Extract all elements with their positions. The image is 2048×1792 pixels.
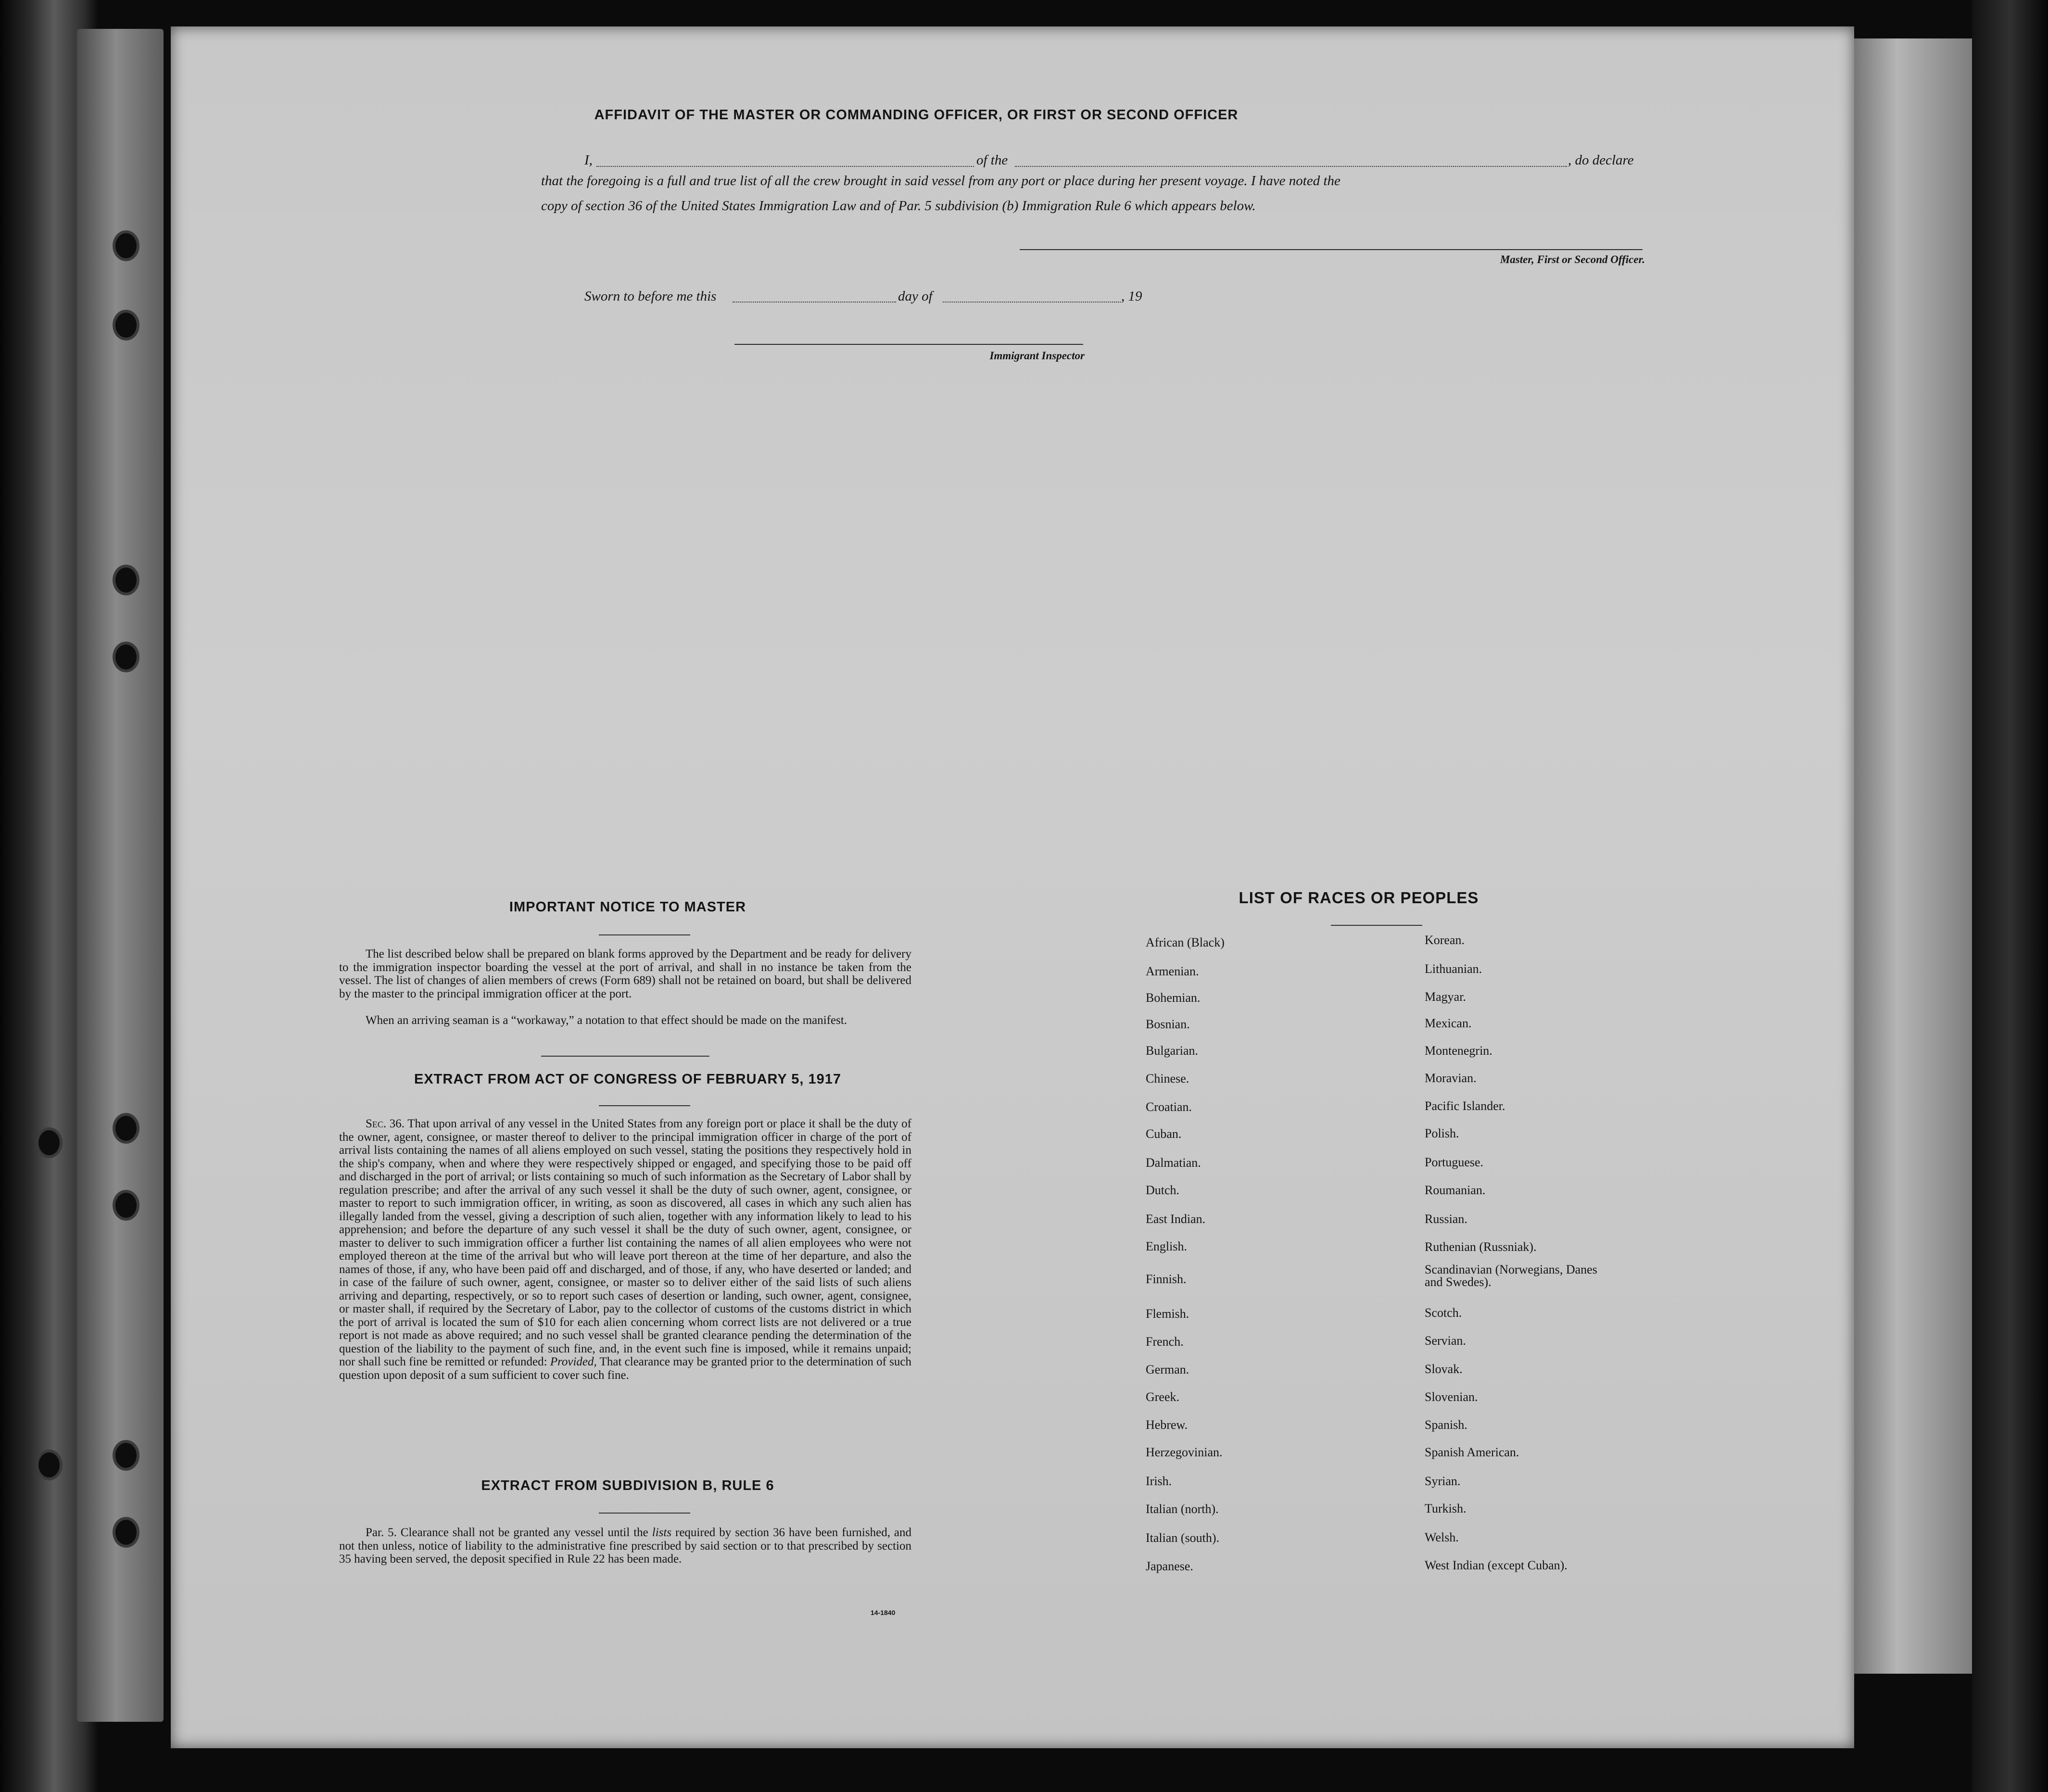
race-item: Syrian. bbox=[1425, 1474, 1461, 1488]
race-item: Italian (north). bbox=[1146, 1502, 1219, 1516]
notice-title: IMPORTANT NOTICE TO MASTER bbox=[509, 899, 746, 915]
name-blank[interactable] bbox=[596, 166, 974, 167]
rule-text bbox=[339, 1526, 911, 1566]
race-item: East Indian. bbox=[1146, 1212, 1206, 1226]
rule-lists-word: lists bbox=[652, 1526, 672, 1539]
race-item: Dutch. bbox=[1146, 1183, 1180, 1197]
race-item: Ruthenian (Russniak). bbox=[1425, 1240, 1537, 1254]
inspector-signature-line[interactable] bbox=[734, 344, 1083, 345]
binding-hole bbox=[115, 1193, 137, 1218]
inspector-label: Immigrant Inspector bbox=[989, 350, 1085, 362]
notice-divider bbox=[541, 1056, 709, 1057]
race-item: Scandinavian (Norwegians, Danes and Swedes). bbox=[1425, 1262, 1597, 1289]
race-item: French. bbox=[1146, 1335, 1184, 1349]
binding-hole bbox=[115, 644, 137, 669]
race-item: English. bbox=[1146, 1239, 1187, 1253]
affidavit-line-2: that the foregoing is a full and true list of all the crew brought in said vessel from any port or place during her present voyage. I have noted the bbox=[541, 173, 1340, 189]
affidavit-line-3: copy of section 36 of the United States Immigration Law and of Par. 5 subdivision (b) Immigration Rule 6 which appears below. bbox=[541, 198, 1256, 214]
binding-hole bbox=[115, 1443, 137, 1468]
race-item: Greek. bbox=[1146, 1390, 1180, 1404]
race-item: Moravian. bbox=[1425, 1071, 1477, 1085]
binding-hole bbox=[38, 1130, 60, 1155]
affidavit-i-label: I, bbox=[584, 152, 593, 168]
race-item: Roumanian. bbox=[1425, 1183, 1486, 1197]
act-text: That upon arrival of any vessel in the United States from any foreign port or place it shall be the duty of the owner, agent, consignee, or master thereof to deliver to the principal immigration officer in charge of the port of arrival lists containing the names of all aliens employed on such vessel, stating the positions they respectively hold in the ship's company, when and where they were respectively shipped or engaged, and specifying those to be paid off and discharged in the port of arrival; or lists containing so much of such information as the Secretary of Labor shall by regulation prescribe; and after the arrival of any such vessel it shall be the duty of such owner, agent, consignee, or master to report to such immigration officer, in writing, as soon as discovered, all cases in which any such alien has illegally landed from the vessel, giving a description of such alien, together with any information likely to lead to his apprehension; and before the departure of any such vessel it shall be the duty of such owner, agent, consignee, or master to deliver to such immigration officer a further list containing the names of all alien employees who were not employed thereon at the time of the arrival but who will leave port thereon at the time of her departure, and also the names of those, if any, who have been paid off and discharged, and of those, if any, who have deserted or landed; and in case of the failure of such owner, agent, consignee, or master so to deliver either of the said lists of such aliens arriving and departing, respectively, or so to report such cases of desertion or landing, such owner, agent, consignee, or master shall, if required by the Secretary of Labor, pay to the collector of customs of the customs district in which the port of arrival is located the sum of $10 for each alien concerning whom correct lists are not delivered or a true report is not made as above required; and no such vessel shall be granted clearance pending the determination of the question of the liability to the payment of such fine, and, in the event such fine is imposed, while it remains unpaid; nor shall such fine be remitted or refunded: bbox=[339, 1117, 911, 1368]
race-item: Welsh. bbox=[1425, 1530, 1459, 1544]
race-item: Slovak. bbox=[1425, 1362, 1463, 1376]
sworn-day-of-label: day of bbox=[898, 289, 933, 304]
race-item: Cuban. bbox=[1146, 1127, 1182, 1141]
notice-rule bbox=[599, 934, 690, 935]
race-item: Montenegrin. bbox=[1425, 1044, 1492, 1058]
right-binding-tab bbox=[1847, 38, 1972, 1674]
rule-title: EXTRACT FROM SUBDIVISION B, RULE 6 bbox=[481, 1478, 774, 1493]
race-item: Mexican. bbox=[1425, 1016, 1472, 1030]
act-rule bbox=[599, 1105, 690, 1106]
races-title: LIST OF RACES OR PEOPLES bbox=[1239, 889, 1479, 907]
sworn-year-label: , 19 bbox=[1121, 289, 1142, 304]
binding-hole bbox=[115, 1520, 137, 1545]
race-item: West Indian (except Cuban). bbox=[1425, 1558, 1568, 1572]
race-item: Servian. bbox=[1425, 1334, 1466, 1348]
race-item: Spanish. bbox=[1425, 1418, 1467, 1432]
act-text-end: That clearance may be granted prior to the determination of such question upon deposit of a sum sufficient to cover such fine. bbox=[339, 1355, 911, 1382]
race-item: German. bbox=[1146, 1363, 1189, 1376]
race-item: Bulgarian. bbox=[1146, 1044, 1199, 1058]
races-rule bbox=[1331, 925, 1422, 926]
notice-paragraph-2: When an arriving seaman is a “workaway,” a notation to that effect should be made on the manifest. bbox=[366, 1014, 847, 1027]
affidavit-of-the-label: of the bbox=[976, 152, 1008, 168]
binding-hole bbox=[115, 233, 137, 258]
race-item: Turkish. bbox=[1425, 1502, 1466, 1515]
race-item: Finnish. bbox=[1146, 1272, 1187, 1286]
act-section-36-text bbox=[339, 1117, 911, 1382]
sworn-month-blank[interactable] bbox=[943, 302, 1121, 303]
rule-rule bbox=[599, 1513, 690, 1514]
sworn-label: Sworn to before me this bbox=[584, 289, 717, 304]
race-item: Scotch. bbox=[1425, 1306, 1462, 1320]
left-binding-tab bbox=[77, 29, 164, 1722]
affidavit-declare-label: , do declare bbox=[1568, 152, 1634, 168]
act-title: EXTRACT FROM ACT OF CONGRESS OF FEBRUARY 5, 1917 bbox=[414, 1072, 842, 1087]
race-item: Slovenian. bbox=[1425, 1390, 1478, 1404]
form-code: 14-1840 bbox=[871, 1609, 896, 1616]
race-item: Korean. bbox=[1425, 933, 1465, 947]
binding-hole bbox=[38, 1452, 60, 1477]
binding-hole bbox=[115, 1116, 137, 1141]
race-item: Pacific Islander. bbox=[1425, 1099, 1505, 1113]
master-signature-label: Master, First or Second Officer. bbox=[1500, 253, 1645, 265]
race-item: Bohemian. bbox=[1146, 991, 1201, 1005]
act-section-label: Sec. 36. bbox=[366, 1117, 405, 1130]
master-signature-line[interactable] bbox=[1020, 249, 1643, 250]
race-item: Herzegovinian. bbox=[1146, 1445, 1223, 1459]
sworn-day-blank[interactable] bbox=[733, 302, 896, 303]
race-item: Flemish. bbox=[1146, 1307, 1189, 1321]
race-item: Spanish American. bbox=[1425, 1445, 1519, 1459]
binding-hole bbox=[115, 313, 137, 338]
race-item: Lithuanian. bbox=[1425, 962, 1482, 976]
rule-text-start: Par. 5. Clearance shall not be granted any vessel until the bbox=[366, 1526, 648, 1539]
vessel-blank[interactable] bbox=[1015, 166, 1567, 167]
race-item: Bosnian. bbox=[1146, 1017, 1190, 1031]
race-item: African (Black) bbox=[1146, 935, 1225, 949]
manifest-page bbox=[171, 26, 1854, 1748]
race-item: Chinese. bbox=[1146, 1072, 1189, 1085]
affidavit-title: AFFIDAVIT OF THE MASTER OR COMMANDING OFFICER, OR FIRST OR SECOND OFFICER bbox=[594, 107, 1239, 123]
rule-text-end: required by section 36 have been furnished, and not then unless, notice of liability to the administrative fine prescribed by said section or to that prescribed by section 35 having been served, the deposit specified in Rule 22 has been made. bbox=[339, 1526, 911, 1565]
race-item: Portuguese. bbox=[1425, 1155, 1484, 1169]
race-item: Russian. bbox=[1425, 1212, 1467, 1226]
binding-hole bbox=[115, 568, 137, 593]
act-provided: Provided, bbox=[550, 1355, 597, 1368]
race-item: Polish. bbox=[1425, 1126, 1459, 1140]
race-item: Armenian. bbox=[1146, 964, 1199, 978]
right-binding-edge bbox=[1972, 0, 2048, 1792]
race-item: Italian (south). bbox=[1146, 1531, 1220, 1545]
race-item: Hebrew. bbox=[1146, 1418, 1188, 1432]
race-item: Dalmatian. bbox=[1146, 1156, 1201, 1170]
notice-paragraph-1: The list described below shall be prepared on blank forms approved by the Department and be ready for delivery to the immigration inspector boarding the vessel at the port of arrival, and shall in no instance be taken from the vessel. The list of changes of alien members of crews (Form 689) shall not be retained on board, but shall be delivered by the master to the principal immigration officer at the port. bbox=[339, 947, 911, 1000]
race-item: Magyar. bbox=[1425, 990, 1466, 1004]
race-item: Japanese. bbox=[1146, 1559, 1193, 1573]
race-item: Irish. bbox=[1146, 1474, 1172, 1488]
race-item: Croatian. bbox=[1146, 1100, 1192, 1114]
